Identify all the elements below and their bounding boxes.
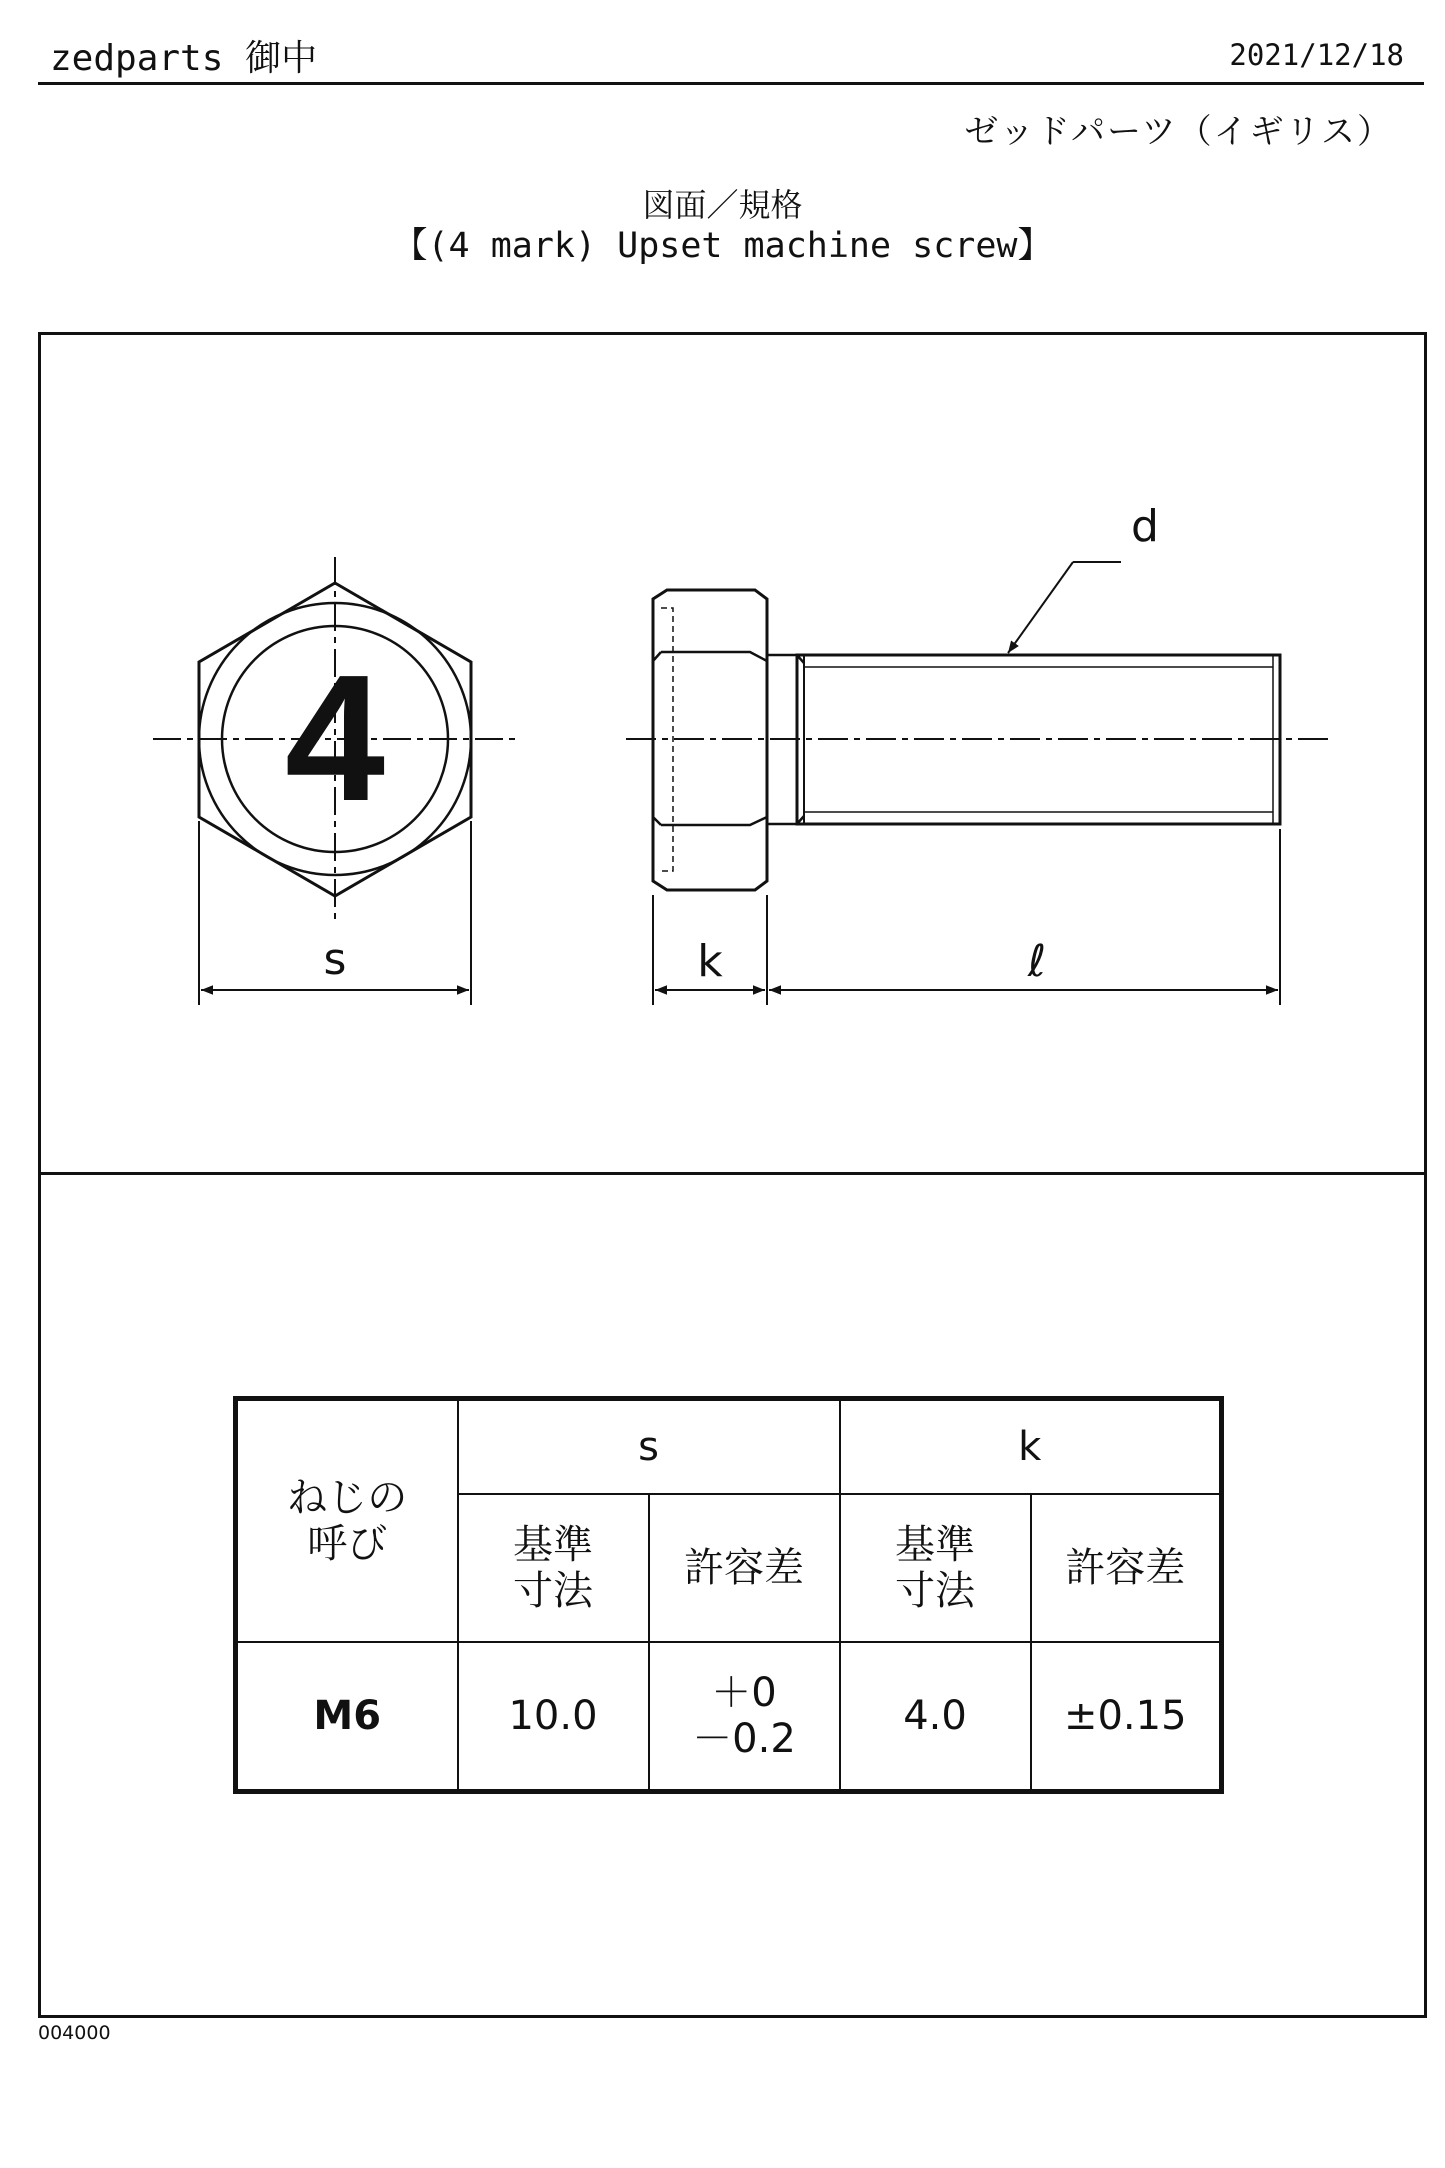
dimension-s-label: s xyxy=(323,934,347,985)
leader-d-label: d xyxy=(1131,501,1159,552)
k-basic-cell xyxy=(840,1494,1031,1642)
company-name: ゼッドパーツ（イギリス） xyxy=(964,112,1393,152)
leader-d xyxy=(1008,562,1121,653)
spec-table xyxy=(233,1396,1224,1794)
k-tolerance-header: 許容差 xyxy=(1031,1494,1222,1642)
nominal-value: M6 xyxy=(236,1642,458,1792)
s-tolerance-header: 許容差 xyxy=(649,1494,840,1642)
s-basic-header: 基準寸法 xyxy=(513,1522,593,1614)
head-mark: 4 xyxy=(284,638,386,839)
s-tolerance-plus: ＋0 xyxy=(711,1670,777,1716)
nominal-header: ねじの呼び xyxy=(287,1475,408,1567)
dimension-k-label: k xyxy=(697,936,723,987)
k-header: k xyxy=(840,1399,1222,1495)
table-row xyxy=(236,1642,1222,1792)
k-basic-value: 4.0 xyxy=(840,1642,1031,1792)
k-basic-header: 基準寸法 xyxy=(895,1522,975,1614)
document-date: 2021/12/18 xyxy=(1229,38,1404,72)
document-title: 【(4 mark) Upset machine screw】 xyxy=(392,226,1053,266)
bolt-side-view xyxy=(626,590,1329,890)
k-tolerance-value: ±0.15 xyxy=(1031,1642,1222,1792)
table-header-row xyxy=(236,1399,1222,1495)
s-tolerance-minus: －0.2 xyxy=(692,1716,796,1762)
frame-divider xyxy=(38,1172,1427,1175)
s-basic-cell xyxy=(458,1494,649,1642)
dimension-l-label: ℓ xyxy=(1027,936,1047,987)
recipient: zedparts 御中 xyxy=(50,38,318,79)
header-rule xyxy=(38,82,1424,85)
document-type: 図面／規格 xyxy=(642,186,803,224)
nominal-header-cell xyxy=(236,1399,458,1643)
s-header: s xyxy=(458,1399,840,1495)
dimension-l xyxy=(769,829,1280,1005)
bolt-drawing xyxy=(41,335,1421,1170)
s-basic-value: 10.0 xyxy=(458,1642,649,1792)
s-tolerance-cell xyxy=(649,1642,840,1792)
document-code: 004000 xyxy=(38,2022,111,2044)
